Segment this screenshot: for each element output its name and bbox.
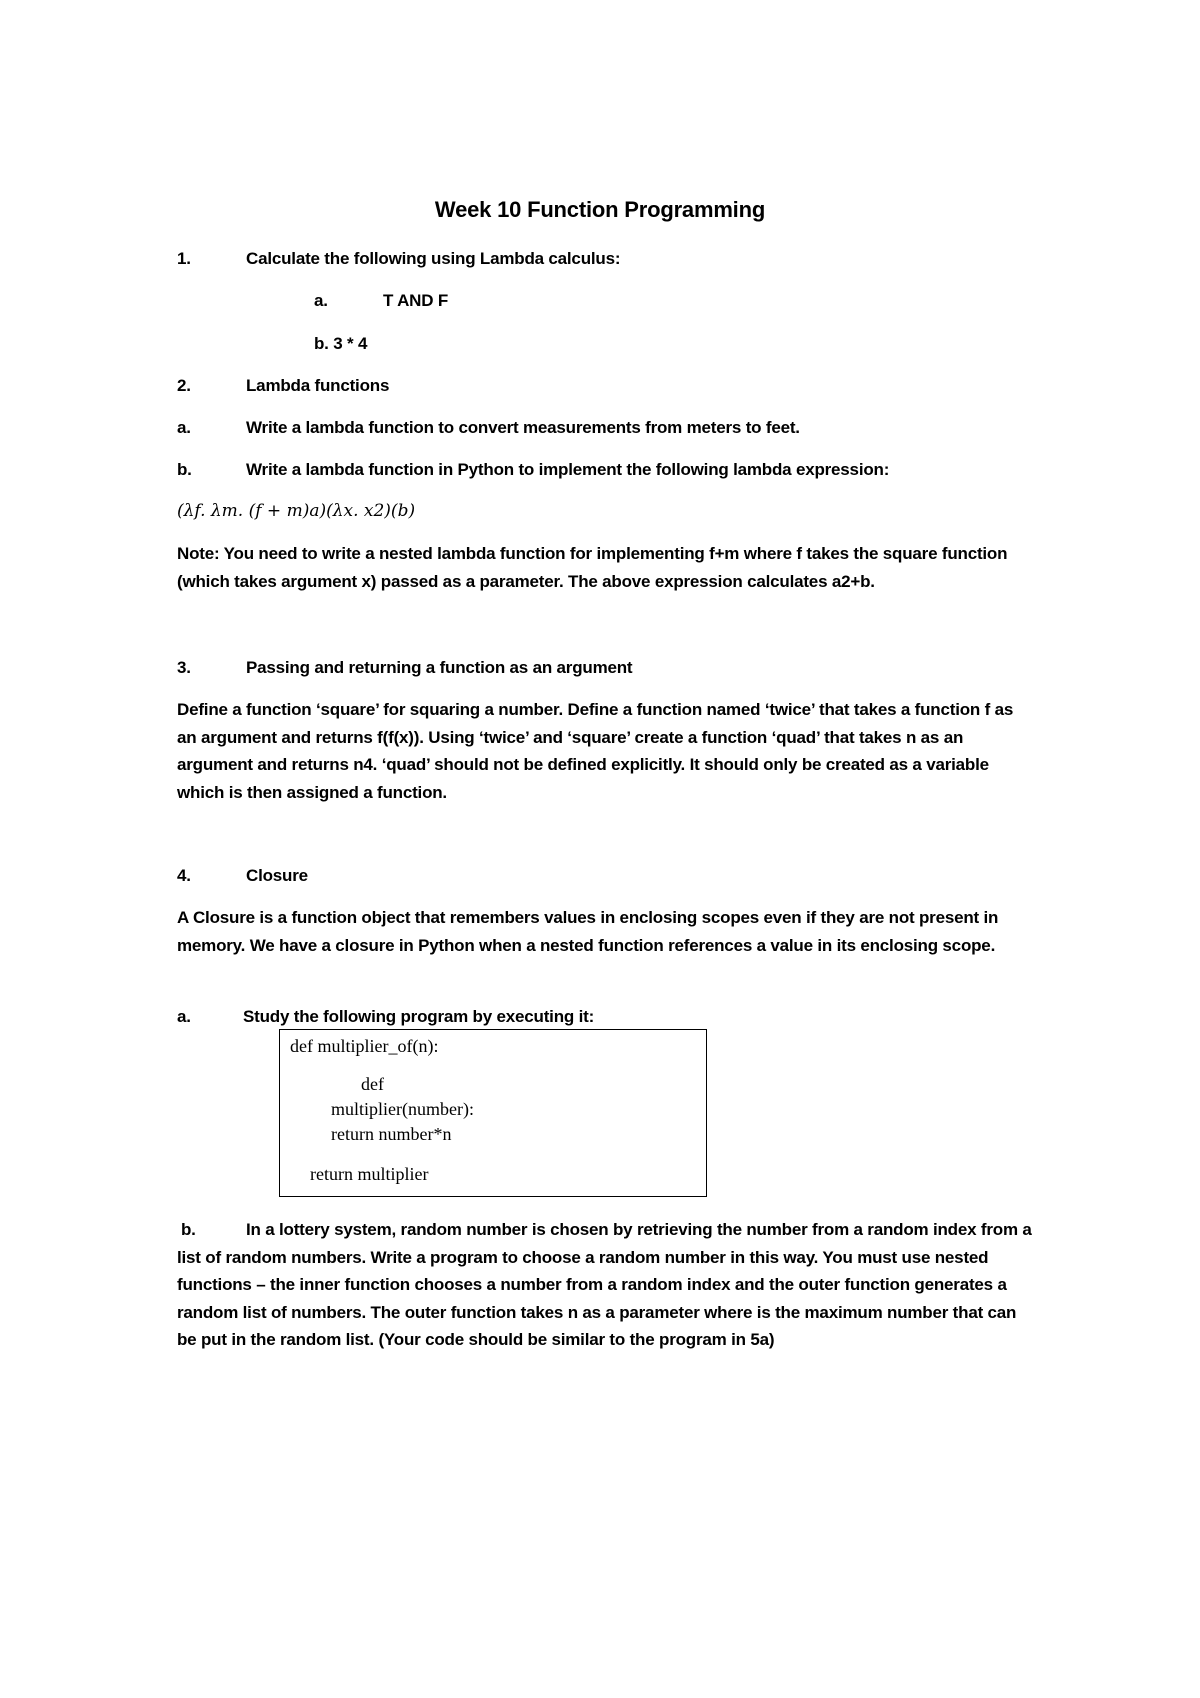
q2-b-text: Write a lambda function in Python to implement the following lambda expression: bbox=[246, 460, 890, 479]
page-title: Week 10 Function Programming bbox=[434, 197, 766, 222]
q2-b-label: b. bbox=[177, 460, 192, 479]
q1-b-text: b. 3 * 4 bbox=[314, 334, 368, 353]
q1-number: 1. bbox=[177, 249, 191, 268]
q2-a-label: a. bbox=[177, 418, 191, 437]
q3-body: Define a function ‘square’ for squaring a number. Define a function named ‘twice’ that takes a function f as an argument and returns f(f(x)). Using ‘twice’ and ‘square’ create a function ‘quad’ that takes n as an argument and returns n4. ‘quad’ should not be defined explicitly. It should only be created as a variable which is then assigned a function. bbox=[177, 700, 1014, 802]
q4-body: A Closure is a function object that remembers values in enclosing scopes even if they are not present in memory. We have a closure in Python when a nested function references a value in its enclosing scope. bbox=[177, 908, 999, 955]
q2-heading: Lambda functions bbox=[246, 376, 390, 395]
code-line-4: return number*n bbox=[331, 1124, 452, 1144]
q1-heading: Calculate the following using Lambda calculus: bbox=[246, 249, 621, 268]
q1-a-label: a. bbox=[314, 291, 328, 310]
q4-number: 4. bbox=[177, 866, 191, 885]
lambda-expression: (λf. λm. (f + m)a)(λx. x2)(b) bbox=[177, 501, 416, 521]
q4-b-label: b. bbox=[181, 1220, 196, 1239]
q4-b-text: In a lottery system, random number is chosen by retrieving the number from a random index from a list of random numbers. Write a program to choose a random number in this way. You must use nested functions – the inner function chooses a number from a random index and the outer function generates a random list of numbers. The outer function takes n as a parameter where is the maximum number that can be put in the random list. (Your code should be similar to the program in 5a) bbox=[177, 1220, 1032, 1349]
q2-a-text: Write a lambda function to convert measurements from meters to feet. bbox=[246, 418, 800, 437]
code-line-3: multiplier(number): bbox=[331, 1099, 474, 1119]
q3-number: 3. bbox=[177, 658, 191, 677]
q1-a-text: T AND F bbox=[383, 291, 449, 310]
q4-a-text: Study the following program by executing it: bbox=[243, 1007, 595, 1026]
q4-heading: Closure bbox=[246, 866, 308, 885]
q3-heading: Passing and returning a function as an argument bbox=[246, 658, 633, 677]
q2-note: Note: You need to write a nested lambda function for implementing f+m where f takes the square function (which takes argument x) passed as a parameter. The above expression calculates a2+b. bbox=[177, 544, 1008, 591]
code-line-2: def bbox=[361, 1074, 384, 1094]
q4-a-label: a. bbox=[177, 1007, 191, 1026]
code-block bbox=[279, 1029, 707, 1197]
code-line-1: def multiplier_of(n): bbox=[290, 1036, 439, 1056]
code-line-5: return multiplier bbox=[310, 1164, 429, 1184]
q2-number: 2. bbox=[177, 376, 191, 395]
